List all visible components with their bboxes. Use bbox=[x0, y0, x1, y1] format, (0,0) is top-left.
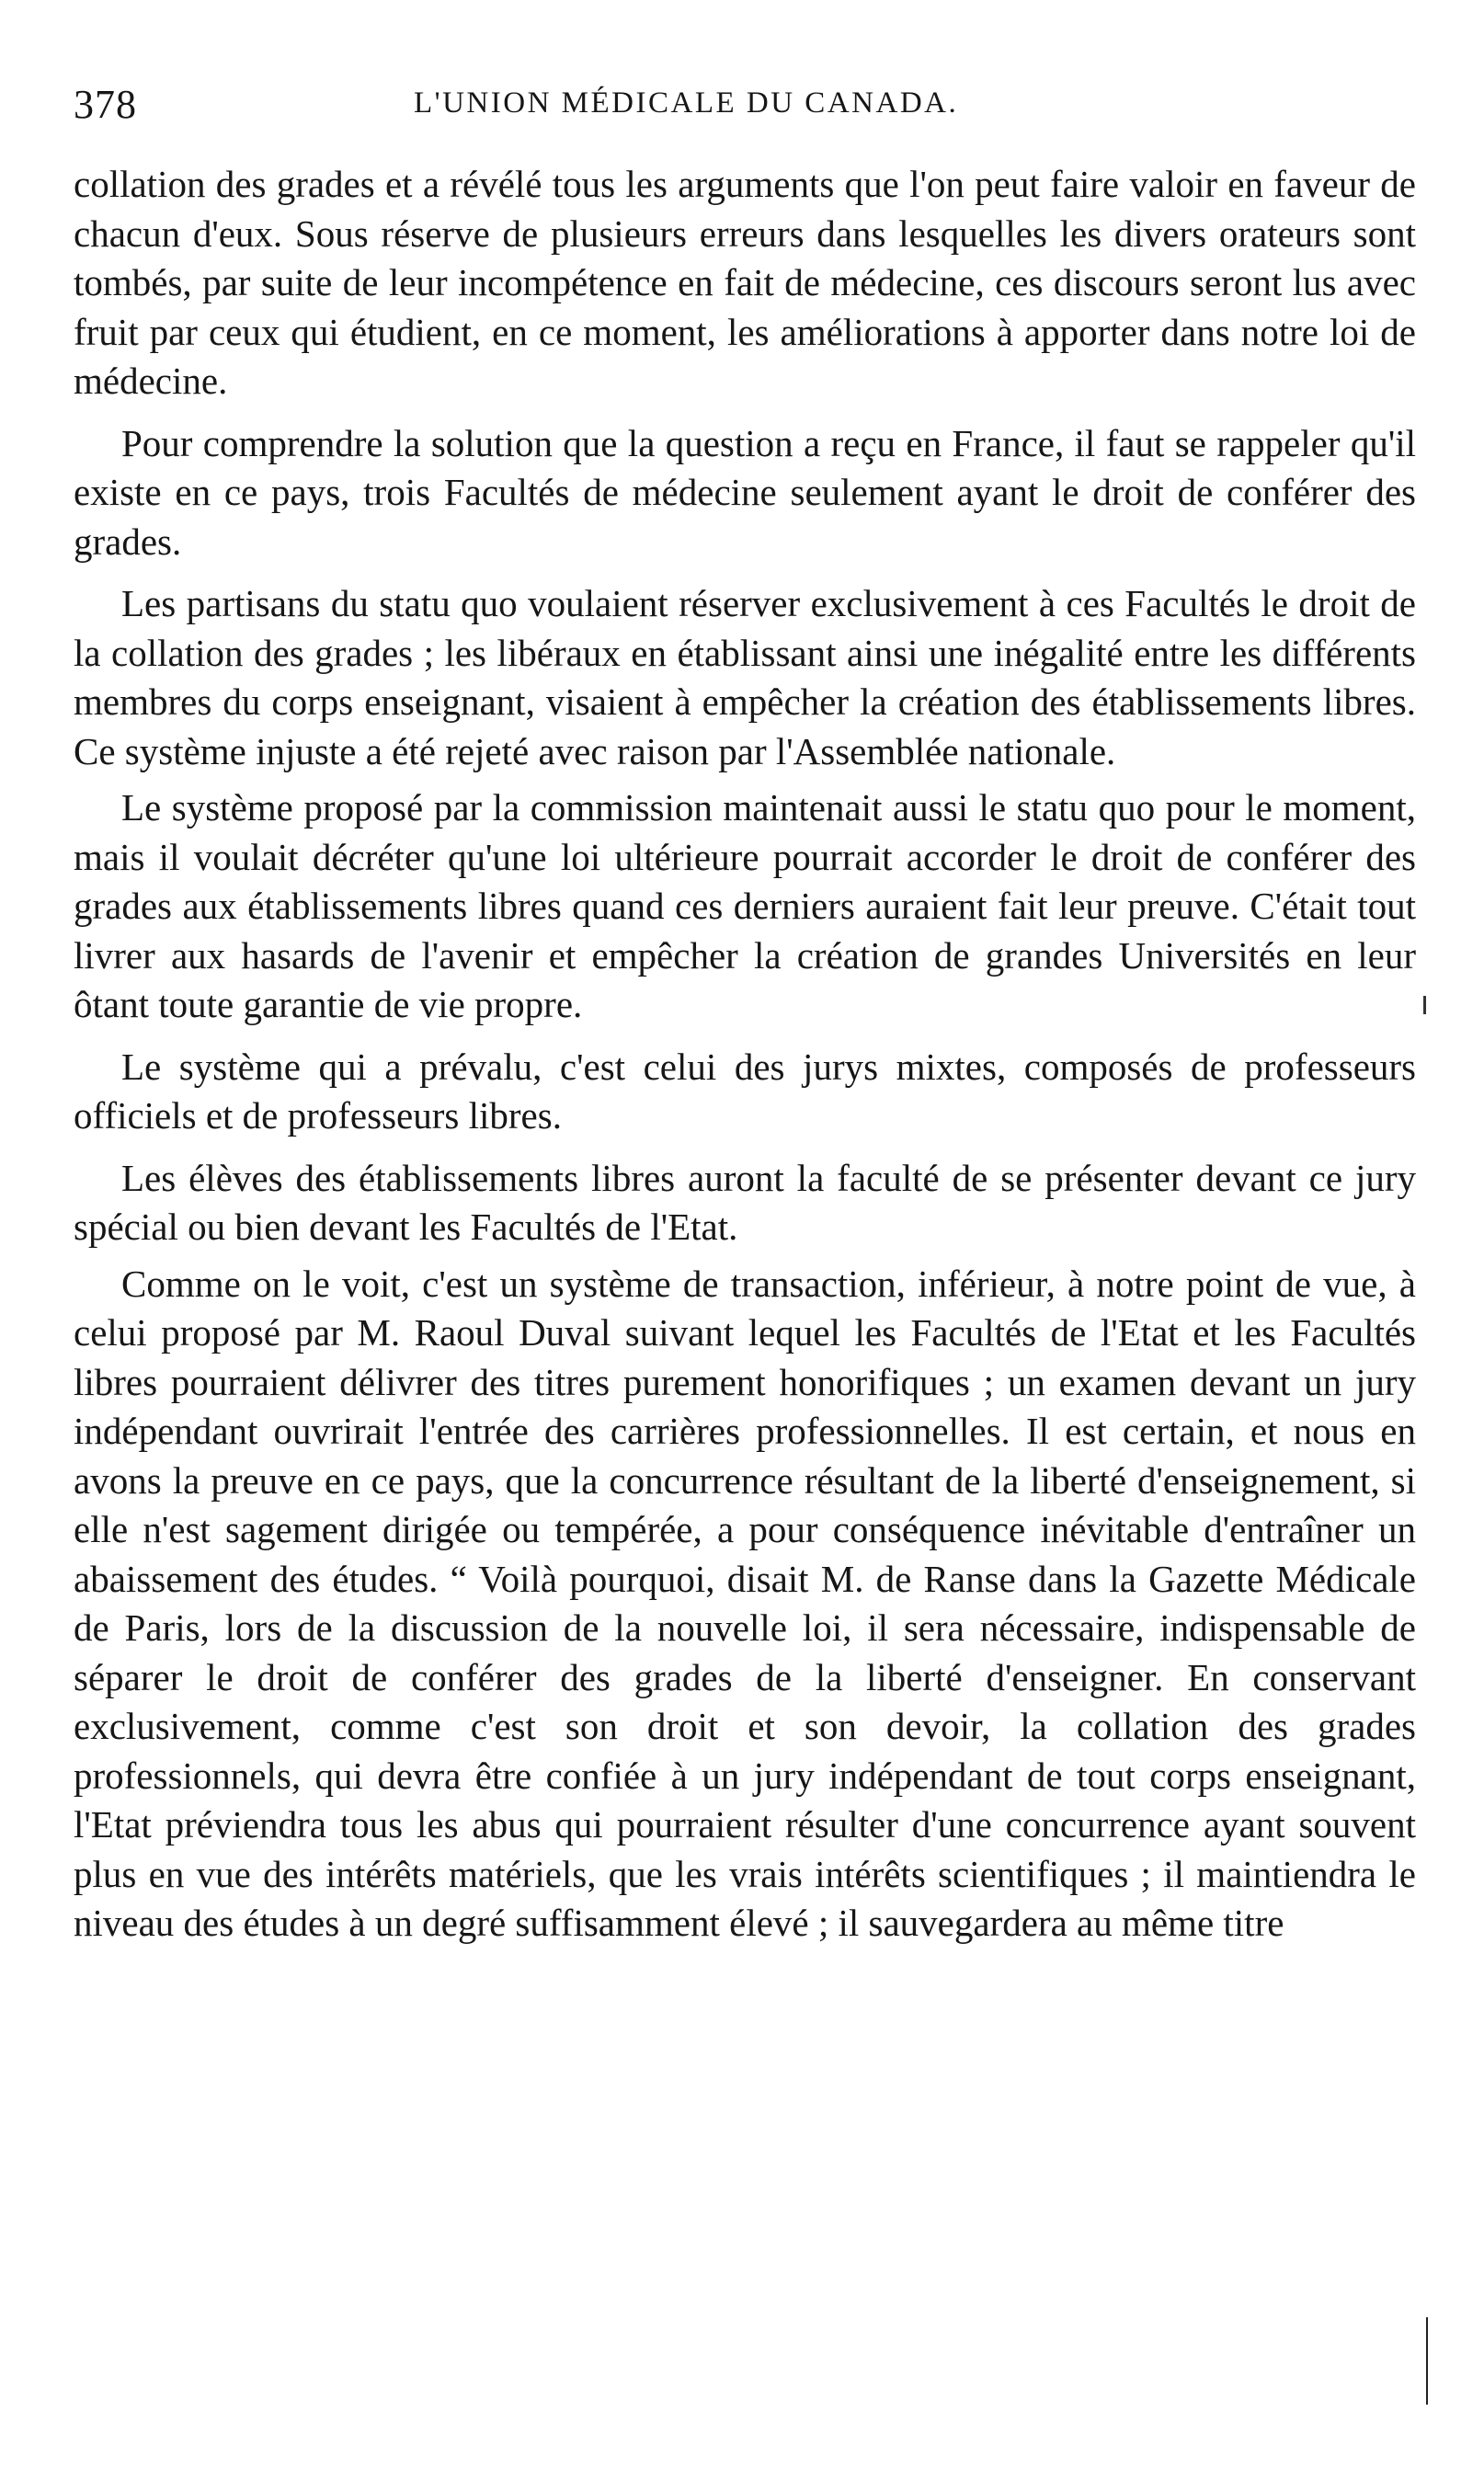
paragraph-2: Pour comprendre la solution que la question a reçu en France, il faut se rappeler qu'il existe en ce pays, trois Facultés de médecine seulement ayant le droit de conférer des grades. bbox=[74, 421, 1416, 563]
article-body bbox=[74, 160, 1416, 1949]
paragraph-4: Le système proposé par la commission maintenait aussi le statu quo pour le moment, mais il voulait décréter qu'une loi ultérieure pourrait accorder le droit de conférer des grades aux établissements libres quand ces derniers auraient fait leur preuve. C'était tout livrer aux hasards de l'avenir et empêcher la création de grandes Universités en leur ôtant toute garantie de vie propre. bbox=[74, 786, 1416, 1025]
paragraph-1: collation des grades et a révélé tous les arguments que l'on peut faire valoir en faveur de chacun d'eux. Sous réserve de plusieurs erreurs dans lesquelles les divers orateurs sont tombés, par suite de leur incompétence en fait de médecine, ces discours seront lus avec fruit par ceux qui étudient, en ce moment, les améliorations à apporter dans notre loi de médecine. bbox=[74, 163, 1416, 402]
paragraph-5: Le système qui a prévalu, c'est celui des jurys mixtes, composés de professeurs officiels et de professeurs libres. bbox=[74, 1045, 1416, 1137]
paragraph-6: Les élèves des établissements libres auront la faculté de se présenter devant ce jury spécial ou bien devant les Facultés de l'Etat. bbox=[74, 1156, 1416, 1248]
margin-rule bbox=[1426, 2317, 1428, 2405]
margin-mark bbox=[1423, 996, 1426, 1014]
paragraph-7: Comme on le voit, c'est un système de transaction, inférieur, à notre point de vue, à celui proposé par M. Raoul Duval suivant lequel les Facultés de l'Etat et les Facultés libres pourraient délivrer des titres purement honorifiques ; un examen devant un jury indépendant ouvrirait l'entrée des carrières professionnelles. Il est certain, et nous en avons la preuve en ce pays, que la concurrence résultant de la liberté d'enseignement, si elle n'est sagement dirigée ou tempérée, a pour conséquence inévitable d'entraîner un abaissement des études. “ Voilà pourquoi, disait M. de Ranse dans la Gazette Médicale de Paris, lors de la discussion de la nouvelle loi, il sera nécessaire, indispensable de séparer le droit de conférer des grades de la liberté d'enseigner. En conservant exclusivement, comme c'est son droit et son devoir, la collation des grades professionnels, qui devra être confiée à un jury indépendant de tout corps enseignant, l'Etat préviendra tous les abus qui pourraient résulter d'une concurrence ayant souvent plus en vue des intérêts matériels, que les vrais intérêts scientifiques ; il maintiendra le niveau des études à un degré suffisamment élevé ; il sauvegardera au même titre bbox=[74, 1262, 1416, 1944]
document-page bbox=[74, 81, 1416, 1961]
running-header bbox=[74, 81, 1416, 136]
page-number: 378 bbox=[74, 82, 137, 127]
paragraph-3: Les partisans du statu quo voulaient réserver exclusivement à ces Facultés le droit de la collation des grades ; les libéraux en établissant ainsi une inégalité entre les différents membres du corps enseignant, visaient à empêcher la création des établissements libres. Ce système injuste a été rejeté avec raison par l'Assemblée nationale. bbox=[74, 582, 1416, 772]
journal-title: L'UNION MÉDICALE DU CANADA. bbox=[414, 86, 959, 120]
